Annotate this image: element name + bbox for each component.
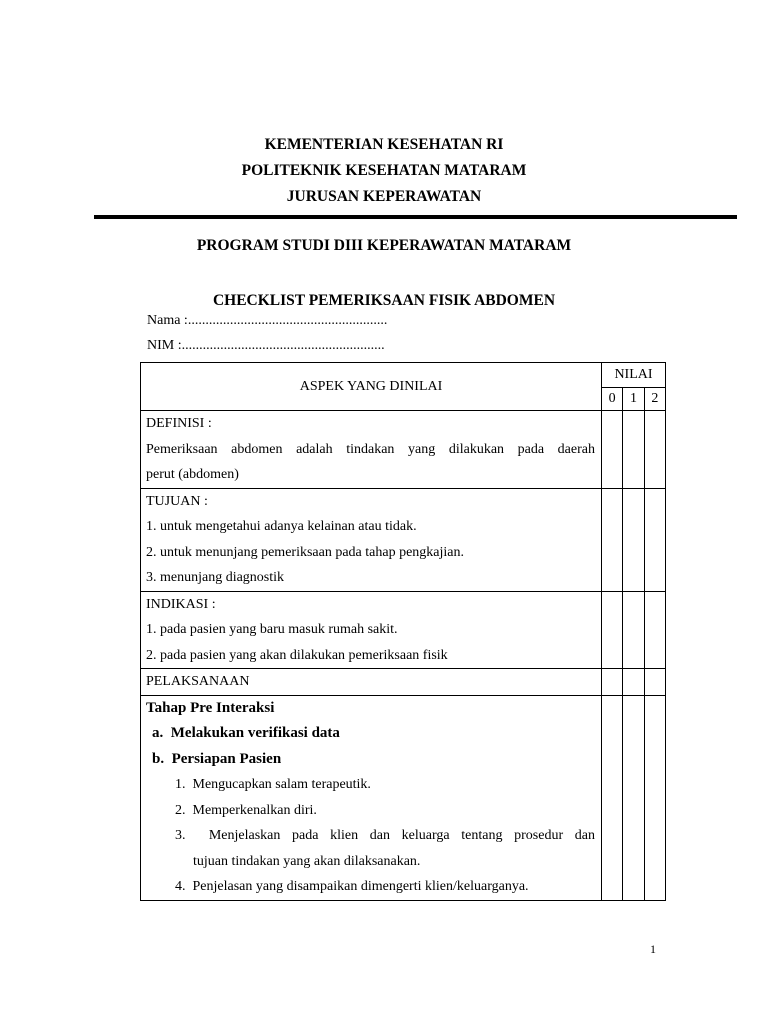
- definisi-line-1: Pemeriksaan abdomen adalah tindakan yang dilakukan pada daerah: [146, 441, 595, 457]
- step-item-2: 2. Memperkenalkan diri.: [175, 802, 317, 818]
- indikasi-cell: [141, 591, 602, 669]
- table-row: [141, 488, 666, 591]
- pre-interaksi-cell: [141, 695, 602, 900]
- nama-field: Nama :.........................................................: [147, 313, 388, 328]
- nim-field: NIM :..........................................................: [147, 338, 385, 353]
- indikasi-title: INDIKASI :: [146, 596, 216, 612]
- score-cell[interactable]: [602, 669, 623, 696]
- definisi-cell: [141, 411, 602, 489]
- verifikasi-data-item: a. Melakukan verifikasi data: [152, 725, 340, 741]
- nilai-header: NILAI: [602, 363, 666, 388]
- score-cell[interactable]: [602, 411, 623, 489]
- header-rule: [94, 215, 737, 219]
- tujuan-item-1: 1. untuk mengetahui adanya kelainan atau tidak.: [146, 519, 417, 534]
- score-cell[interactable]: [602, 488, 623, 591]
- table-row: [141, 411, 666, 489]
- score-cell[interactable]: [623, 411, 644, 489]
- score-0: 0: [602, 388, 623, 411]
- header-department: JURUSAN KEPERAWATAN: [286, 188, 482, 205]
- tujuan-item-3: 3. menunjang diagnostik: [146, 570, 285, 585]
- step-item-3-cont: tujuan tindakan yang akan dilaksanakan.: [193, 853, 421, 869]
- score-cell[interactable]: [644, 695, 665, 900]
- tujuan-cell: [141, 488, 602, 591]
- score-cell[interactable]: [644, 669, 665, 696]
- program-title: PROGRAM STUDI DIII KEPERAWATAN MATARAM: [196, 237, 572, 254]
- step-item-4: 4. Penjelasan yang disampaikan dimengerti klien/keluarganya.: [175, 879, 529, 894]
- tujuan-item-2: 2. untuk menunjang pemeriksaan pada tahap pengkajian.: [146, 544, 465, 560]
- score-1: 1: [623, 388, 644, 411]
- page-number: 1: [650, 942, 656, 956]
- pelaksanaan-title: PELAKSANAAN: [146, 674, 250, 689]
- checklist-title: CHECKLIST PEMERIKSAAN FISIK ABDOMEN: [212, 292, 556, 309]
- persiapan-pasien-item: b. Persiapan Pasien: [152, 750, 282, 767]
- table-row: [141, 669, 666, 696]
- score-cell[interactable]: [644, 488, 665, 591]
- score-cell[interactable]: [623, 669, 644, 696]
- score-cell[interactable]: [644, 411, 665, 489]
- score-cell[interactable]: [623, 695, 644, 900]
- header-polytechnic: POLITEKNIK KESEHATAN MATARAM: [241, 162, 527, 179]
- table-row: [141, 591, 666, 669]
- definisi-line-2: perut (abdomen): [146, 467, 239, 482]
- table-row: [141, 695, 666, 900]
- pelaksanaan-cell: [141, 669, 602, 696]
- score-2: 2: [644, 388, 665, 411]
- tujuan-title: TUJUAN :: [146, 493, 208, 509]
- score-cell[interactable]: [602, 591, 623, 669]
- step-item-3: 3. Menjelaskan pada klien dan keluarga tentang prosedur dan: [175, 828, 595, 843]
- aspect-header: ASPEK YANG DINILAI: [141, 363, 602, 411]
- definisi-title: DEFINISI :: [146, 416, 212, 431]
- score-cell[interactable]: [623, 488, 644, 591]
- indikasi-item-1: 1. pada pasien yang baru masuk rumah sakit.: [146, 622, 398, 637]
- header-ministry: KEMENTERIAN KESEHATAN RI: [264, 136, 504, 153]
- indikasi-item-2: 2. pada pasien yang akan dilakukan pemeriksaan fisik: [146, 647, 448, 663]
- checklist-table: [140, 362, 666, 901]
- step-item-1: 1. Mengucapkan salam terapeutik.: [175, 777, 371, 792]
- pre-interaksi-title: Tahap Pre Interaksi: [146, 699, 275, 716]
- score-cell[interactable]: [644, 591, 665, 669]
- score-cell[interactable]: [623, 591, 644, 669]
- score-cell[interactable]: [602, 695, 623, 900]
